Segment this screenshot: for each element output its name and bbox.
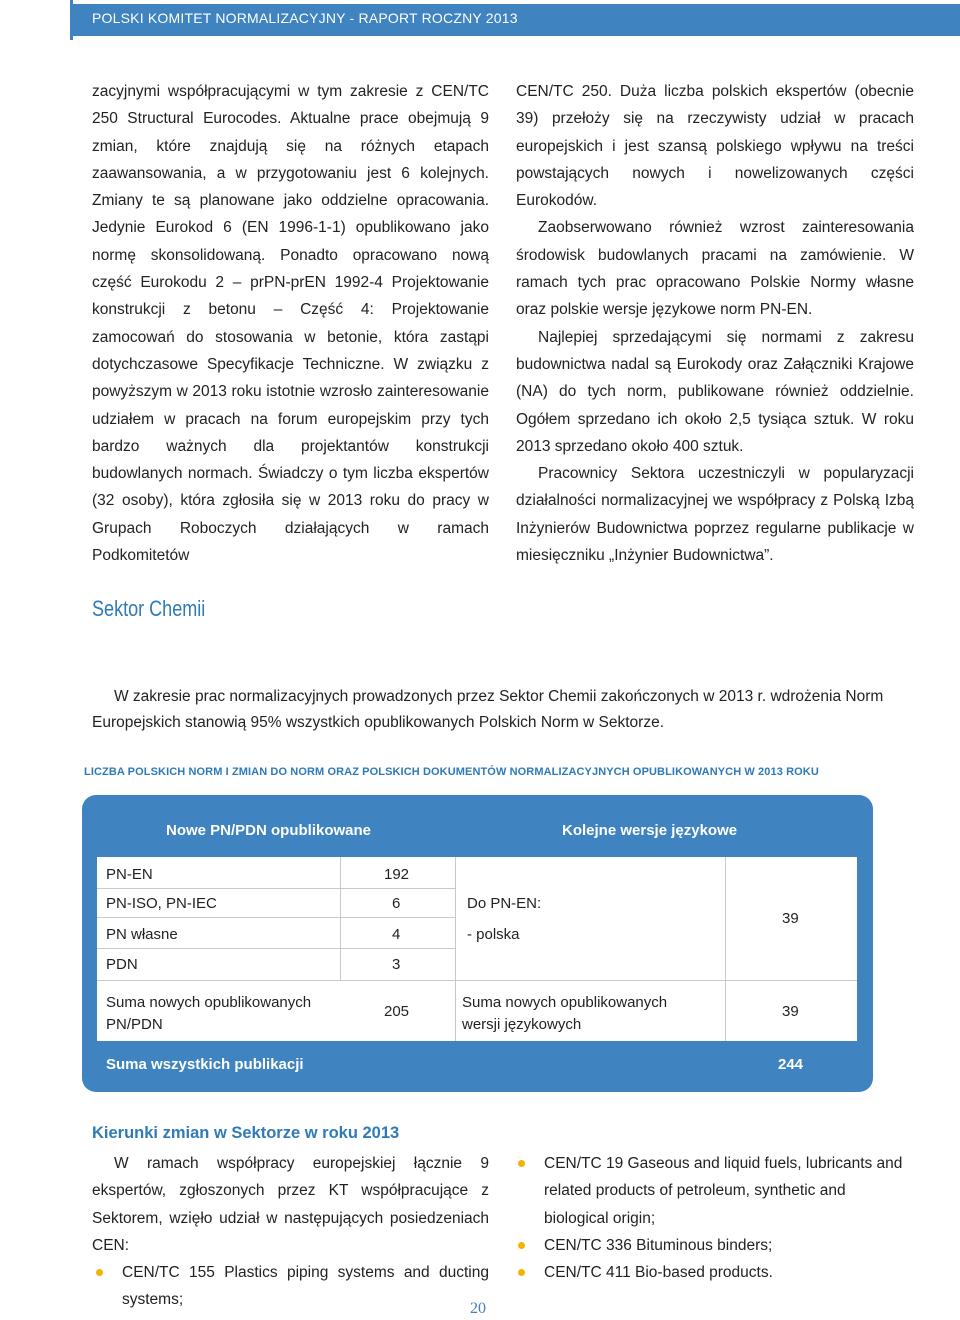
table-row-label: PN-ISO, PN-IEC: [106, 895, 217, 912]
list-item: [514, 1259, 914, 1286]
table-divider: [725, 857, 726, 1041]
page-header: [0, 0, 960, 40]
section-intro: [92, 684, 922, 736]
table-rule: [97, 917, 455, 918]
total-label: Suma wszystkich publikacji: [106, 1056, 304, 1073]
lang-label-2: - polska: [467, 926, 520, 943]
kierunki-right: [514, 1150, 914, 1286]
list-item-text: CEN/TC 336 Bituminous binders;: [544, 1236, 773, 1254]
sum-lang-label-line: wersji językowych: [462, 1016, 582, 1033]
sum-new-value: 205: [384, 1003, 410, 1020]
lang-value: 39: [782, 910, 799, 927]
table-header-left: Nowe PN/PDN opublikowane: [166, 822, 372, 839]
right-paragraph-4: Pracownicy Sektora uczestniczyli w popularyzacji działalności normalizacyjnej we współpracy z Polską Izbą Inżynierów Budownictwa poprzez regularne publikacje w miesięczniku „Inżynier Budownictwa”.: [516, 465, 914, 565]
table-row-label: PDN: [106, 956, 138, 973]
sum-new-label-line: Suma nowych opublikowanych: [106, 994, 312, 1011]
right-column: [516, 78, 914, 569]
table-rule: [97, 980, 857, 981]
kierunki-intro: W ramach współpracy europejskiej łącznie 9 ekspertów, zgłoszonych przez KT współpracujące z Sektorem, wzięło udział w następujących posiedzeniach CEN:: [92, 1155, 489, 1254]
list-item-text: CEN/TC 19 Gaseous and liquid fuels, lubricants and related products of petroleum, synthetic and biological origin;: [544, 1155, 903, 1227]
sum-lang-label: [462, 992, 667, 1036]
table-caption: LICZBA POLSKICH NORM I ZMIAN DO NORM ORAZ POLSKICH DOKUMENTÓW NORMALIZACYJNYCH OPUBLIKOWANYCH W 2013 ROKU: [84, 766, 819, 778]
list-item-text: CEN/TC 411 Bio-based products.: [544, 1264, 773, 1282]
list-item: [514, 1150, 914, 1232]
table-row-value: 192: [384, 866, 410, 883]
bullet-icon: [518, 1160, 525, 1167]
list-item-text: CEN/TC 155 Plastics piping systems and ducting systems;: [122, 1264, 489, 1309]
sum-lang-value: 39: [782, 1003, 799, 1020]
section-intro-text: W zakresie prac normalizacyjnych prowadzonych przez Sektor Chemii zakończonych w 2013 r. wdrożenia Norm Europejskich stanowią 95% wszystkich opublikowanych Polskich Norm w Sektorze.: [92, 688, 884, 731]
right-paragraph-2: Zaobserwowano również wzrost zainteresowania środowisk budowlanych pracami na zamówienie. W ramach tych prac opracowano Polskie Normy własne oraz polskie wersje językowe norm PN-EN.: [516, 219, 914, 319]
list-item: [92, 1259, 489, 1314]
table-row-label: PN własne: [106, 926, 178, 943]
sum-new-label: [106, 992, 311, 1036]
table-rule: [97, 948, 455, 949]
table-row-value: 4: [392, 926, 401, 943]
kierunki-title: Kierunki zmian w Sektorze w roku 2013: [92, 1124, 400, 1142]
table-header-right: Kolejne wersje językowe: [562, 822, 738, 839]
right-paragraph-1: CEN/TC 250. Duża liczba polskich ekspertów (obecnie 39) przełoży się na rzeczywisty udział w pracach europejskich i jest szansą polskiego wpływu na treści powstających nowych i nowelizowanych części Eurokodów.: [516, 83, 914, 210]
table-divider: [340, 857, 341, 981]
total-value: 244: [778, 1056, 804, 1073]
sum-new-label-line: PN/PDN: [106, 1016, 163, 1033]
page-number: 20: [470, 1300, 486, 1317]
lang-label-1: Do PN-EN:: [467, 895, 542, 912]
table-row-label: PN-EN: [106, 866, 153, 883]
right-paragraph-3: Najlepiej sprzedającymi się normami z zakresu budownictwa nadal są Eurokody oraz Załączniki Krajowe (NA) do tych norm, publikowane również oddzielnie. Ogółem sprzedano ich około 2,5 tysiąca sztuk. W roku 2013 sprzedano około 400 sztuk.: [516, 328, 914, 455]
table-divider: [455, 857, 456, 1041]
table-rule: [97, 888, 455, 889]
bullet-icon: [518, 1269, 525, 1276]
table-row-value: 6: [392, 895, 401, 912]
list-item: [514, 1232, 914, 1259]
kierunki-left: [92, 1150, 489, 1314]
sum-lang-label-line: Suma nowych opublikowanych: [462, 994, 668, 1011]
left-paragraph: zacyjnymi współpracującymi w tym zakresie z CEN/TC 250 Structural Eurocodes. Aktualne prace obejmują 9 zmian, które znajdują się na różnych etapach zaawansowania, a w przygotowaniu jest 6 kolejnych. Zmiany te są planowane jako oddzielne opracowania. Jedynie Eurokod 6 (EN 1996-1-1) opublikowano jako normę skonsolidowaną. Ponadto opracowano nową część Eurokodu 2 – prPN-prEN 1992-4 Projektowanie konstrukcji z betonu – Część 4: Projektowanie zamocowań do stosowania w betonie, która zastąpi dotychczasowe Specyfikacje Techniczne. W związku z powyższym w 2013 roku istotnie wzrosło zainteresowanie udziałem w pracach na forum europejskim przy tych bardzo ważnych dla projektantów konstrukcji budowlanych normach. Świadczy o tym liczba ekspertów (32 osoby), która zgłosiła się w 2013 roku do pracy w Grupach Roboczych działających w ramach Podkomitetów: [92, 83, 489, 565]
bullet-icon: [518, 1242, 525, 1249]
table-row-value: 3: [392, 956, 401, 973]
left-column: [92, 78, 489, 569]
section-title: Sektor Chemii: [92, 596, 206, 621]
header-title: POLSKI KOMITET NORMALIZACYJNY - RAPORT ROCZNY 2013: [92, 10, 518, 26]
bullet-icon: [96, 1269, 103, 1276]
